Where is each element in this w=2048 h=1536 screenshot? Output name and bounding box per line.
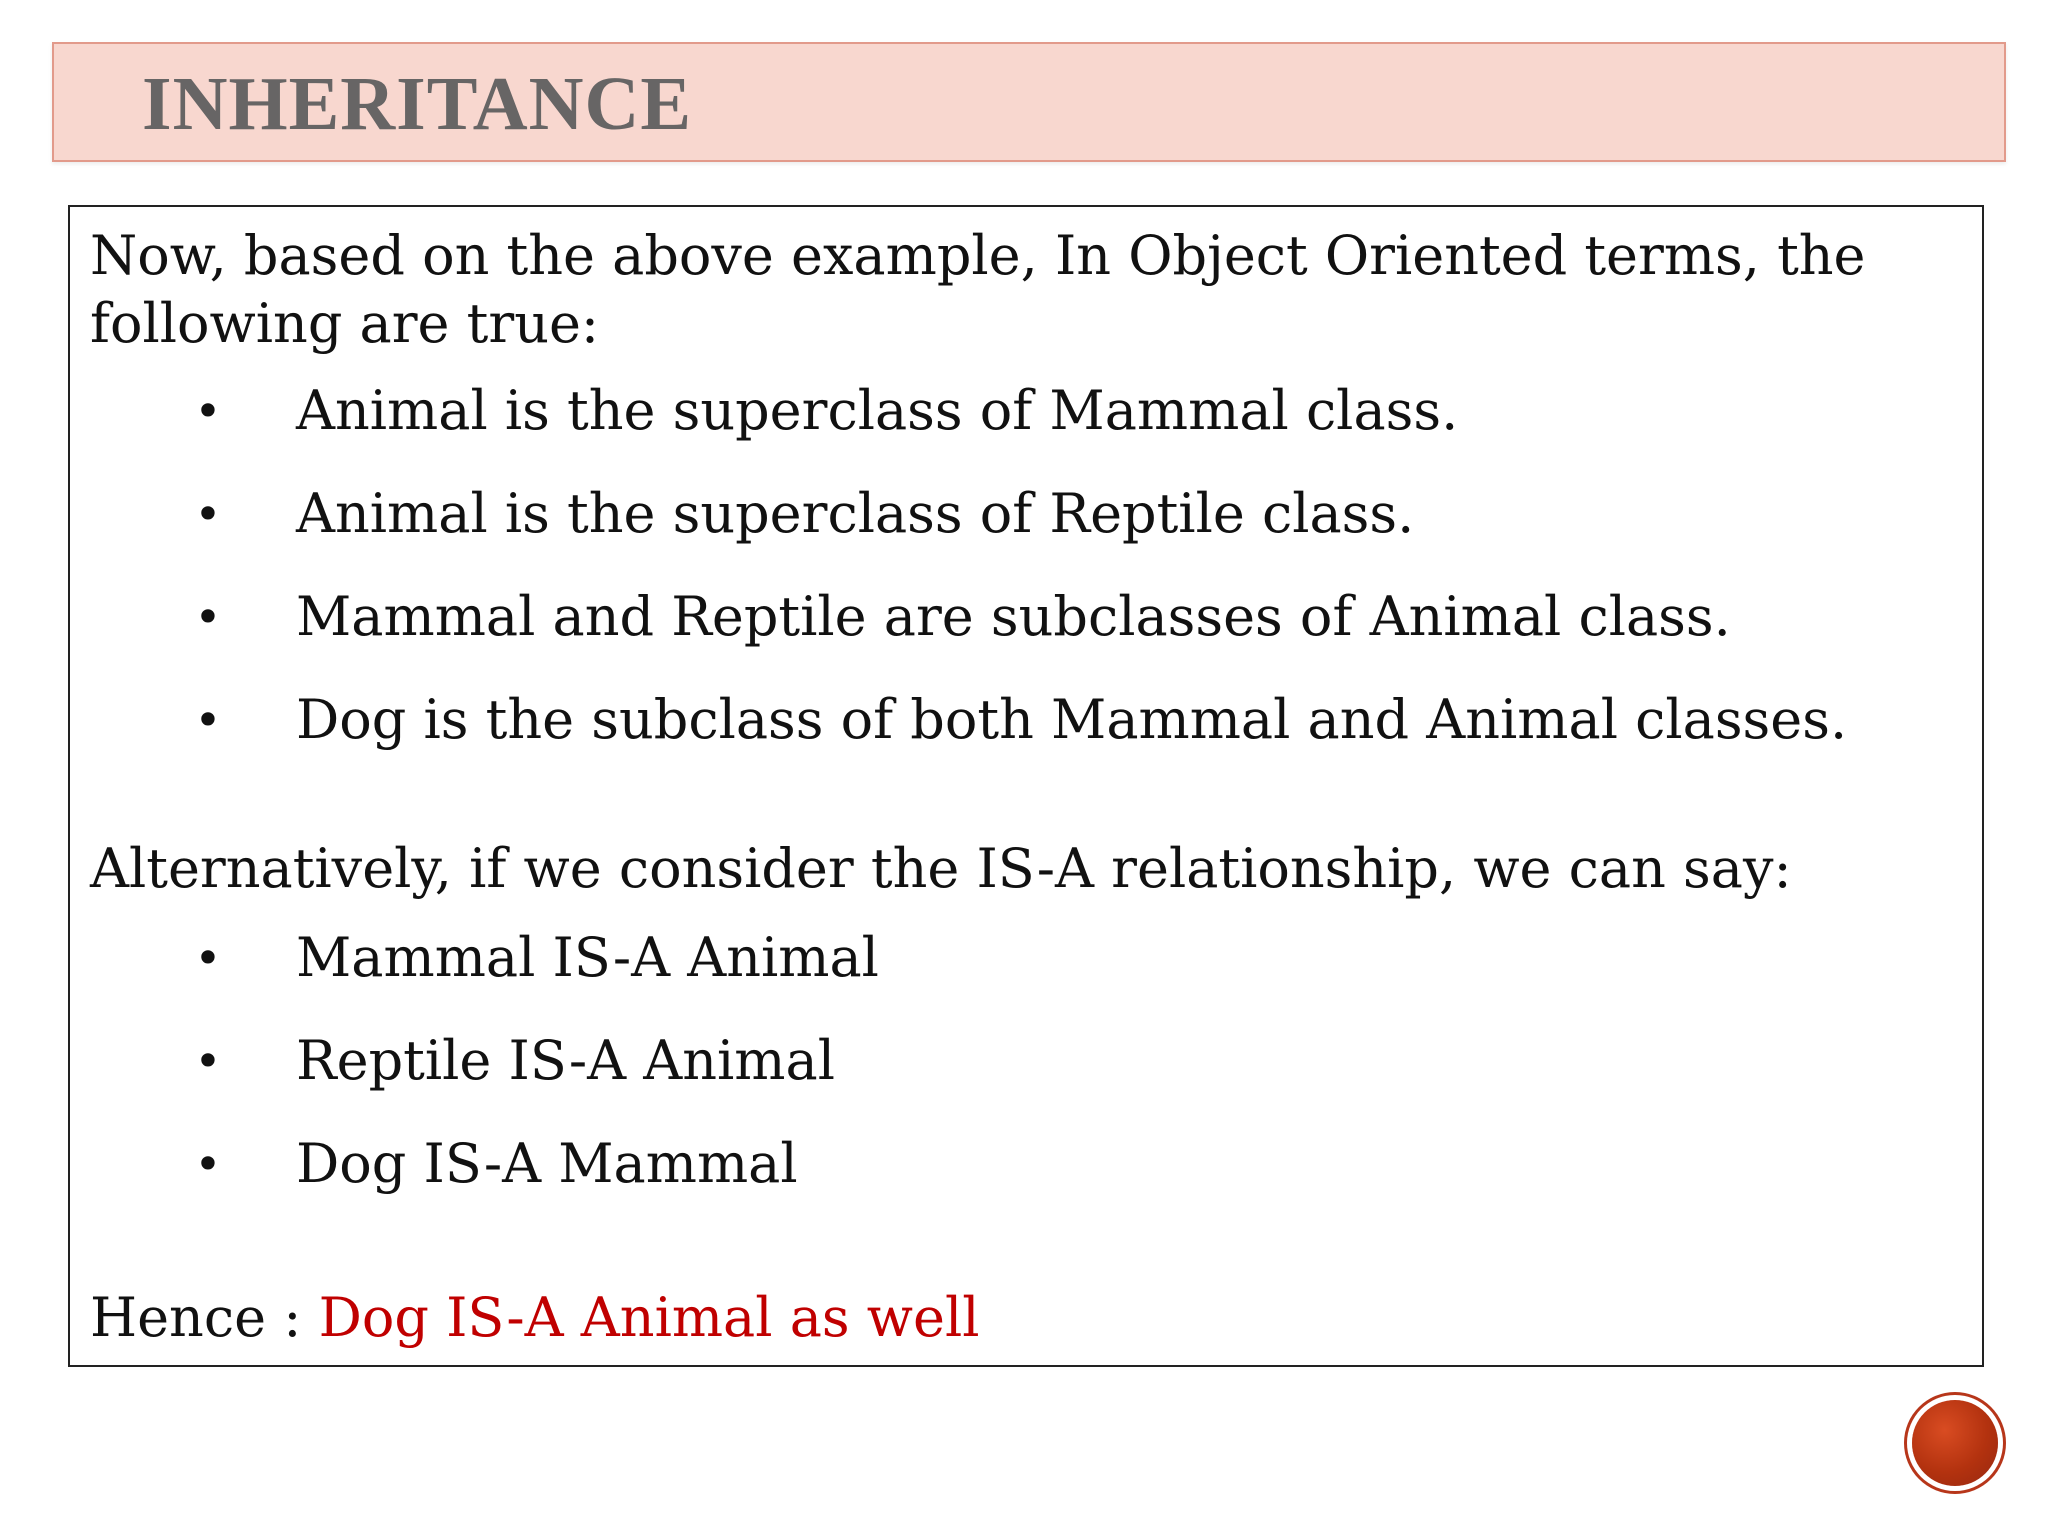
true-statement-text: Animal is the superclass of Reptile class.	[296, 482, 1415, 545]
bullet-icon: •	[194, 931, 222, 985]
bullet-icon: •	[194, 1137, 222, 1191]
is-a-statement-text: Reptile IS-A Animal	[296, 1029, 835, 1092]
bullet-icon: •	[194, 384, 222, 438]
hence-conclusion: Dog IS-A Animal as well	[318, 1286, 980, 1349]
alternative-paragraph: Alternatively, if we consider the IS-A relationship, we can say:	[90, 837, 1792, 900]
bullet-icon: •	[194, 487, 222, 541]
slide-badge-icon	[1912, 1400, 1998, 1486]
true-statement-text: Dog is the subclass of both Mammal and Animal classes.	[296, 688, 1848, 751]
true-statement-text: Animal is the superclass of Mammal class.	[296, 379, 1459, 442]
intro-line-2: following are true:	[90, 292, 600, 355]
slide-title: INHERITANCE	[142, 62, 693, 146]
intro-paragraph	[90, 222, 1950, 358]
hence-paragraph	[90, 1284, 979, 1352]
is-a-statement-text: Dog IS-A Mammal	[296, 1132, 798, 1195]
intro-line-1: Now, based on the above example, In Object Oriented terms, the	[90, 224, 1866, 287]
content-box	[68, 205, 1984, 1367]
slide-title-bar	[52, 42, 2006, 162]
hence-label: Hence :	[90, 1286, 319, 1349]
true-statement-text: Mammal and Reptile are subclasses of Animal class.	[296, 585, 1731, 648]
bullet-icon: •	[194, 1034, 222, 1088]
bullet-icon: •	[194, 693, 222, 747]
bullet-icon: •	[194, 590, 222, 644]
is-a-statement-text: Mammal IS-A Animal	[296, 926, 879, 989]
